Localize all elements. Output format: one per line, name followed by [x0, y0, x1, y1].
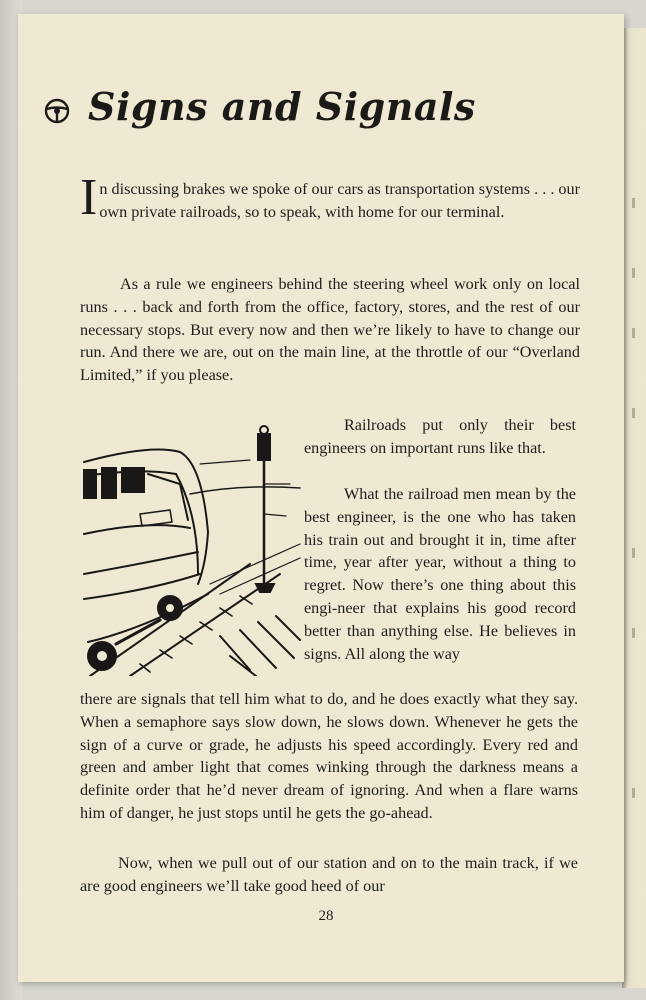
steering-wheel-icon: [44, 98, 70, 124]
next-page-edge: [622, 28, 646, 988]
paragraph-main-track: Now, when we pull out of our station and on to the main track, if we are good engineers we’ll take good heed of our: [80, 854, 578, 895]
chapter-title: Signs and Signals: [88, 84, 476, 129]
drop-cap: I: [80, 169, 98, 226]
paragraph-signals: there are signals that tell him what to do, and he does exactly what they say. When a semaphore says slow down, he slows down. Whenever he gets the sign of a curve or grade, he adjusts his speed accordingly. Every red and green and amber light that comes winking through the darkness means a definite order that he’d never dream of ignoring. And when a flare warns him of danger, he just stops until he gets the go-ahead.: [80, 690, 578, 822]
paragraph-intro-text: n discussing brakes we spoke of our cars as transportation systems . . . our own private railroads, so to speak, with home for our terminal.: [99, 180, 580, 221]
paragraph-local-runs: As a rule we engineers behind the steering wheel work only on local runs . . . back and forth from the office, factory, stores, and the rest of our necessary stops. But every now and then we’re likely to have to change our run. And there we are, out on the main line, at the throttle of our “Overland Limited,” if you please.: [80, 275, 580, 385]
train-locomotive-illustration: [80, 424, 302, 676]
paragraph-railroad-men: What the railroad men mean by the best engineer, is the one who has taken his train out and brought it in, time after time, year after year, without a thing to regret. Now there’s one thing about this engi-neer that explains his good record better than anything else. He believes in signs. All along the way: [304, 485, 576, 663]
paragraph-intro: [80, 169, 580, 226]
page-number: 28: [318, 908, 334, 924]
paragraph-best-engineers: Railroads put only their best engineers on important runs like that.: [304, 416, 576, 457]
